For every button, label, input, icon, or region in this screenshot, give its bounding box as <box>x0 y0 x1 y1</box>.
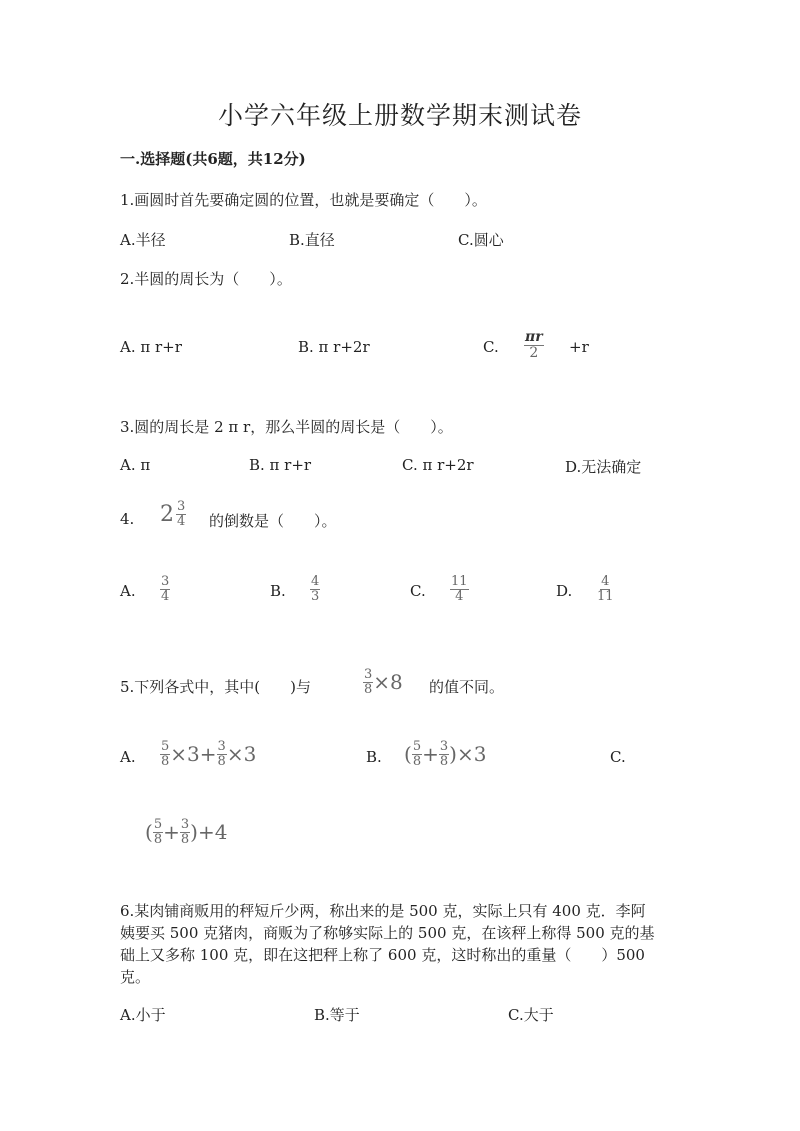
question-4-mixed-number <box>160 500 186 528</box>
question-4-number: 4. <box>120 510 135 528</box>
fraction-denominator: 2 <box>529 344 539 361</box>
question-5-expression <box>363 668 403 696</box>
fraction-denominator: 8 <box>180 831 190 847</box>
question-1-option-c: C.圆心 <box>458 231 504 249</box>
question-5-option-b-label: B. <box>366 748 382 766</box>
fraction-denominator: 4 <box>161 588 170 604</box>
fraction-denominator: 8 <box>364 681 373 697</box>
question-3-option-c: C. π r+2r <box>402 456 474 474</box>
question-4-option-d-label: D. <box>556 582 573 600</box>
fraction-numerator: 3 <box>177 499 186 514</box>
fraction-numerator: πr <box>525 329 543 345</box>
fraction-denominator: 8 <box>439 753 449 769</box>
question-6-line-2: 姨要买 500 克猪肉，商贩为了称够实际上的 500 克，在该秤上称得 500 克的基 <box>120 924 655 942</box>
fraction-numerator: 11 <box>451 574 468 589</box>
question-2-text: 2.半圆的周长为（ ）。 <box>120 270 292 288</box>
fraction-denominator: 8 <box>153 831 163 847</box>
question-1-option-a: A.半径 <box>120 231 166 249</box>
expression-operator: ×3+ <box>170 742 217 767</box>
question-4-option-a-label: A. <box>120 582 136 600</box>
question-2-option-b: B. π r+2r <box>298 338 370 356</box>
expression-tail: )×3 <box>449 742 487 767</box>
question-1-option-b: B.直径 <box>289 231 335 249</box>
expression-tail: ×8 <box>373 670 403 695</box>
fraction-numerator: 3 <box>161 574 170 589</box>
open-paren: ( <box>404 742 412 767</box>
question-1-text: 1.画圆时首先要确定圆的位置，也就是要确定（ ）。 <box>120 191 487 209</box>
fraction-denominator: 8 <box>161 753 170 769</box>
question-2-option-a: A. π r+r <box>120 338 182 356</box>
question-3-option-d: D.无法确定 <box>565 458 642 476</box>
fraction-numerator: 5 <box>153 817 163 832</box>
fraction-denominator: 4 <box>455 588 464 604</box>
question-6-line-4: 克。 <box>120 968 151 986</box>
fraction-denominator: 8 <box>412 753 422 769</box>
fraction-numerator: 4 <box>601 574 610 589</box>
fraction-numerator: 4 <box>311 574 320 589</box>
question-4-option-c-label: C. <box>410 582 426 600</box>
fraction-numerator: 3 <box>217 739 226 754</box>
question-5-option-a-expression <box>160 740 256 768</box>
question-4-option-b-label: B. <box>270 582 286 600</box>
fraction-denominator: 8 <box>217 753 226 769</box>
question-5-option-c-expression <box>145 818 227 846</box>
question-4-option-c-fraction <box>450 575 469 603</box>
fraction-numerator: 5 <box>412 739 422 754</box>
fraction-denominator: 4 <box>177 513 186 529</box>
question-5-suffix: 的值不同。 <box>429 678 505 696</box>
question-6-option-c: C.大于 <box>508 1006 554 1024</box>
fraction-denominator: 3 <box>311 588 320 604</box>
page-title: 小学六年级上册数学期末测试卷 <box>217 101 582 130</box>
question-4-option-d-fraction <box>596 575 615 603</box>
fraction-numerator: 3 <box>439 739 449 754</box>
expression-operator: + <box>163 820 180 845</box>
question-4-text: 的倒数是（ ）。 <box>209 512 337 530</box>
question-6-option-a: A.小于 <box>120 1006 166 1024</box>
question-6-line-3: 础上又多称 100 克，即在这把秤上称了 600 克，这时称出的重量（ ）500 <box>120 946 645 964</box>
mixed-number-whole: 2 <box>160 501 174 527</box>
question-5-option-c-label: C. <box>610 748 626 766</box>
question-6-line-1: 6.某肉铺商贩用的秤短斤少两，称出来的是 500 克，实际上只有 400 克．李阿 <box>120 902 646 920</box>
question-2-option-c: C. <box>483 338 499 356</box>
question-4-option-a-fraction <box>160 575 170 603</box>
question-4-option-b-fraction <box>310 575 320 603</box>
expression-tail: ×3 <box>226 742 257 767</box>
open-paren: ( <box>145 820 153 845</box>
question-5-text: 5.下列各式中，其中( )与 <box>120 678 312 696</box>
fraction-numerator: 5 <box>161 739 170 754</box>
question-2-option-c-fraction <box>524 330 544 360</box>
question-5-option-a-label: A. <box>120 748 136 766</box>
question-3-option-a: A. π <box>120 456 151 474</box>
question-3-text: 3.圆的周长是 2 π r，那么半圆的周长是（ ）。 <box>120 418 453 436</box>
question-2-option-c-suffix: +r <box>569 338 589 356</box>
fraction-numerator: 3 <box>180 817 190 832</box>
question-6-option-b: B.等于 <box>314 1006 360 1024</box>
fraction-denominator: 11 <box>597 588 614 604</box>
question-5-option-b-expression <box>404 740 486 768</box>
expression-operator: + <box>422 742 439 767</box>
fraction-numerator: 3 <box>364 667 373 682</box>
expression-tail: )+4 <box>190 820 228 845</box>
section-heading: 一.选择题(共6题，共12分) <box>120 150 306 168</box>
question-3-option-b: B. π r+r <box>249 456 312 474</box>
